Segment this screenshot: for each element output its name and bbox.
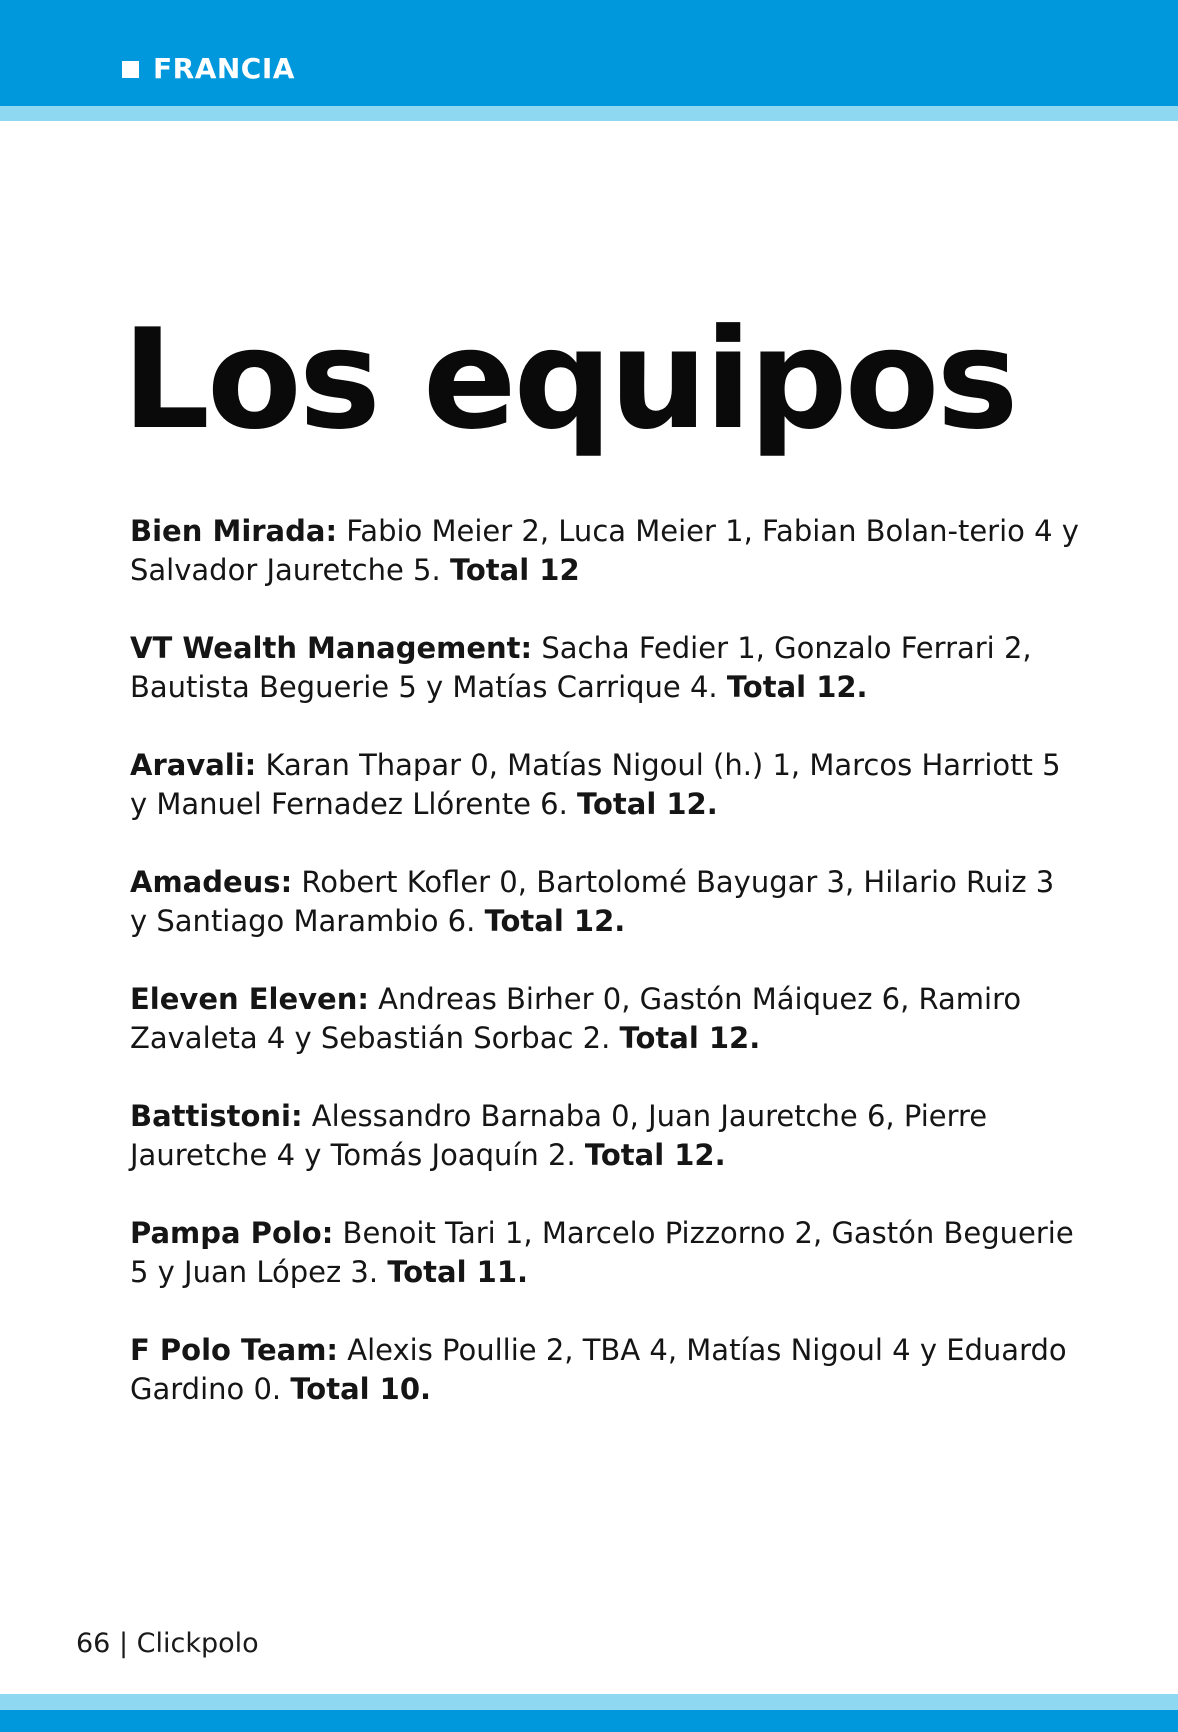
team-players: Andreas Birher 0, Gastón Máiquez 6, Ramiro Zavaleta 4 y Sebastián Sorbac 2.	[130, 982, 1022, 1055]
team-total: Total 12.	[584, 1138, 726, 1172]
team-list	[130, 512, 1080, 1448]
team-entry-pampa-polo	[130, 1214, 1080, 1292]
team-name: Bien Mirada:	[130, 514, 338, 548]
footer-stripe	[0, 1694, 1178, 1710]
team-entry-battistoni	[130, 1097, 1080, 1175]
team-name: Aravali:	[130, 748, 257, 782]
team-entry-vt-wealth-management	[130, 629, 1080, 707]
team-total: Total 10.	[290, 1372, 432, 1406]
team-entry-aravali	[130, 746, 1080, 824]
team-name: Eleven Eleven:	[130, 982, 369, 1016]
section-square-icon	[122, 61, 139, 78]
team-players: Alessandro Barnaba 0, Juan Jauretche 6, Pierre Jauretche 4 y Tomás Joaquín 2.	[130, 1099, 988, 1172]
header-stripe	[0, 106, 1178, 121]
team-players: Sacha Fedier 1, Gonzalo Ferrari 2, Bautista Beguerie 5 y Matías Carrique 4.	[130, 631, 1032, 704]
team-players: Fabio Meier 2, Luca Meier 1, Fabian Bolan-terio 4 y Salvador Jauretche 5.	[130, 514, 1079, 587]
team-total: Total 12.	[726, 670, 868, 704]
footer-bar	[0, 1710, 1178, 1732]
team-total: Total 12.	[619, 1021, 761, 1055]
team-name: Amadeus:	[130, 865, 293, 899]
page-footer: 66 | Clickpolo	[76, 1628, 259, 1659]
team-players: Robert Kofler 0, Bartolomé Bayugar 3, Hilario Ruiz 3 y Santiago Marambio 6.	[130, 865, 1055, 938]
page-title: Los equipos	[122, 299, 1016, 460]
team-name: Battistoni:	[130, 1099, 303, 1133]
team-total: Total 12.	[484, 904, 626, 938]
team-entry-amadeus	[130, 863, 1080, 941]
team-total: Total 12.	[577, 787, 718, 821]
team-entry-bien-mirada	[130, 512, 1080, 590]
team-players: Benoit Tari 1, Marcelo Pizzorno 2, Gastón Beguerie 5 y Juan López 3.	[130, 1216, 1074, 1289]
team-entry-eleven-eleven	[130, 980, 1080, 1058]
team-players: Alexis Poullie 2, TBA 4, Matías Nigoul 4 y Eduardo Gardino 0.	[130, 1333, 1067, 1406]
team-name: F Polo Team:	[130, 1333, 339, 1367]
team-players: Karan Thapar 0, Matías Nigoul (h.) 1, Marcos Harriott 5 y Manuel Fernadez Llórente 6.	[130, 748, 1061, 821]
team-name: Pampa Polo:	[130, 1216, 334, 1250]
team-name: VT Wealth Management:	[130, 631, 533, 665]
team-entry-f-polo-team	[130, 1331, 1080, 1409]
team-total: Total 11.	[387, 1255, 529, 1289]
team-total: Total 12	[449, 553, 580, 587]
section-label: FRANCIA	[153, 52, 295, 85]
